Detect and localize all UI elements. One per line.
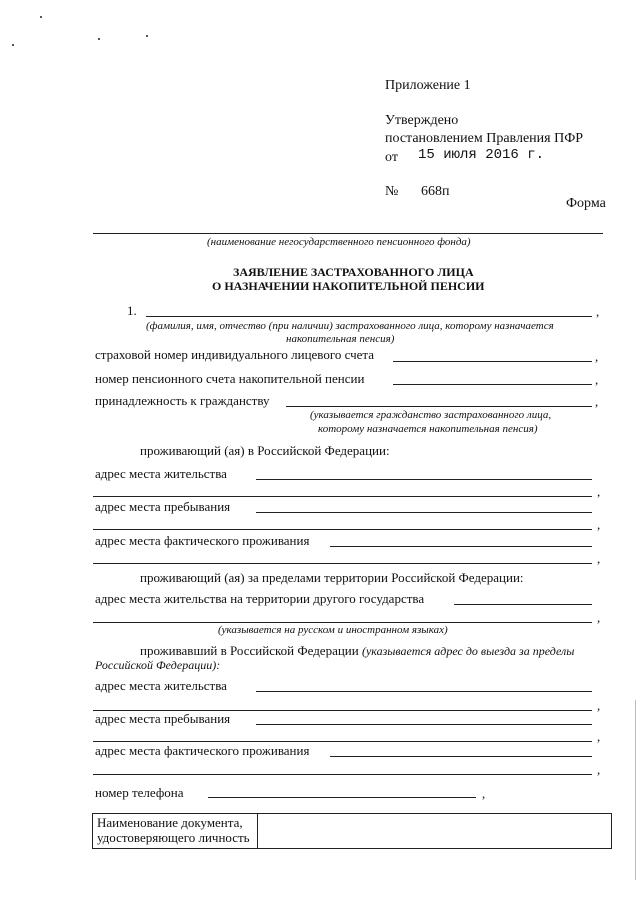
fund-name-line <box>93 233 603 234</box>
comma: , <box>597 517 601 532</box>
form-label: Форма <box>566 196 606 211</box>
comma: , <box>595 372 599 387</box>
comma: , <box>596 304 600 319</box>
snils-label: страховой номер индивидуального лицевого счета <box>95 347 375 362</box>
former-heading-note: (указывается адрес до выезда за пределы <box>361 644 575 658</box>
rf-residence-line <box>256 479 592 480</box>
comma: , <box>595 394 599 409</box>
rf-stay-line-2 <box>93 529 592 530</box>
comma: , <box>597 698 601 713</box>
comma: , <box>597 484 601 499</box>
rf-actual-label: адрес места фактического проживания <box>95 533 310 548</box>
number-value: 668п <box>421 184 450 199</box>
former-residence-label: адрес места жительства <box>95 678 227 693</box>
former-residence-line <box>256 691 592 692</box>
rf-stay-line <box>256 512 592 513</box>
former-stay-label: адрес места пребывания <box>95 711 231 726</box>
rf-actual-line <box>330 546 592 547</box>
rf-resident-heading: проживающий (ая) в Российской Федерации: <box>140 443 390 458</box>
scan-speck <box>40 16 42 18</box>
account-label: номер пенсионного счета накопительной пенсии <box>95 371 365 386</box>
former-heading <box>140 643 574 659</box>
citizenship-line <box>286 406 592 407</box>
former-heading-note-2: Российской Федерации): <box>95 658 221 672</box>
former-heading-text: проживавший в Российской Федерации <box>140 643 359 658</box>
citizenship-caption-2: которому назначается накопительная пенсия) <box>318 423 538 435</box>
former-actual-label: адрес места фактического проживания <box>95 743 310 758</box>
id-document-value-cell <box>258 814 609 848</box>
page-edge-shadow <box>635 700 636 880</box>
fund-name-caption: (наименование негосударственного пенсионного фонда) <box>207 236 471 248</box>
appendix-label: Приложение 1 <box>385 78 471 93</box>
id-document-label-2: удостоверяющего личность <box>97 830 250 845</box>
citizenship-label: принадлежность к гражданству <box>95 393 270 408</box>
former-stay-line-2 <box>93 741 592 742</box>
comma: , <box>597 551 601 566</box>
date-value: 15 июля 2016 г. <box>418 147 545 163</box>
scan-speck <box>146 35 148 37</box>
abroad-residence-label: адрес места жительства на территории другого государства <box>95 591 425 606</box>
id-document-label-1: Наименование документа, <box>97 815 243 830</box>
full-name-caption-2: накопительная пенсия) <box>286 333 395 345</box>
rf-stay-label: адрес места пребывания <box>95 499 231 514</box>
phone-label: номер телефона <box>95 785 184 800</box>
rf-actual-line-2 <box>93 563 592 564</box>
abroad-heading: проживающий (ая) за пределами территории Российской Федерации: <box>140 570 524 585</box>
scan-speck <box>12 44 14 46</box>
comma: , <box>482 786 486 801</box>
abroad-residence-line-2 <box>93 622 592 623</box>
former-actual-line <box>330 756 592 757</box>
comma: , <box>597 729 601 744</box>
comma: , <box>597 762 601 777</box>
former-actual-line-2 <box>93 774 592 775</box>
abroad-residence-line <box>454 604 592 605</box>
rf-residence-label: адрес места жительства <box>95 466 227 481</box>
approved-label: Утверждено <box>385 113 459 128</box>
snils-line <box>393 361 592 362</box>
resolution-label: постановлением Правления ПФР <box>385 131 584 146</box>
comma: , <box>597 610 601 625</box>
scan-speck <box>98 38 100 40</box>
rf-residence-line-2 <box>93 496 592 497</box>
former-stay-line <box>256 724 592 725</box>
abroad-caption: (указывается на русском и иностранном языках) <box>218 624 448 636</box>
citizenship-caption-1: (указывается гражданство застрахованного лица, <box>310 409 552 421</box>
item-1-number: 1. <box>127 303 137 318</box>
phone-line <box>208 797 476 798</box>
number-label: № <box>385 184 399 199</box>
full-name-line <box>146 316 592 317</box>
comma: , <box>595 349 599 364</box>
date-from-label: от <box>385 150 398 165</box>
full-name-caption-1: (фамилия, имя, отчество (при наличии) застрахованного лица, которому назначается <box>146 320 554 332</box>
account-line <box>393 384 592 385</box>
form-title-line1: ЗАЯВЛЕНИЕ ЗАСТРАХОВАННОГО ЛИЦА <box>233 265 474 279</box>
form-title-line2: О НАЗНАЧЕНИИ НАКОПИТЕЛЬНОЙ ПЕНСИИ <box>212 279 485 293</box>
